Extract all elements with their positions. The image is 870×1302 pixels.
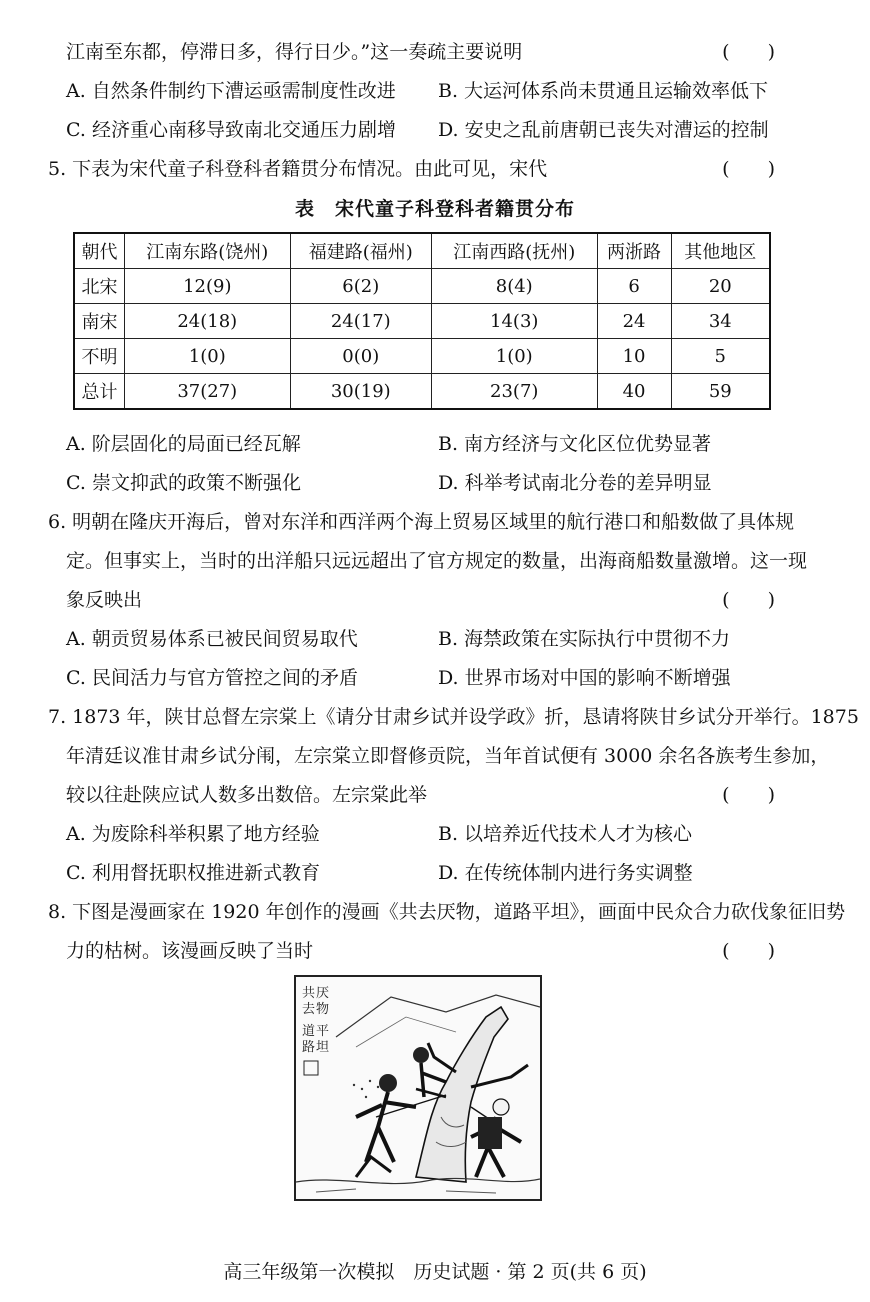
table-cell: 北宋 bbox=[74, 269, 124, 304]
q5-stem: 5. 下表为宋代童子科登科者籍贯分布情况。由此可见，宋代 bbox=[48, 158, 548, 180]
q6-answer-paren[interactable]: ( ) bbox=[722, 589, 775, 611]
table-cell: 1(0) bbox=[431, 339, 597, 374]
q5-option-b[interactable]: B. 南方经济与文化区位优势显著 bbox=[438, 433, 712, 455]
table-header-cell: 两浙路 bbox=[597, 233, 671, 269]
cartoon-image bbox=[294, 975, 542, 1201]
svg-text:物: 物 bbox=[316, 1002, 330, 1017]
svg-text:厌: 厌 bbox=[316, 986, 330, 1001]
q8-stem-line-2: 力的枯树。该漫画反映了当时 bbox=[66, 940, 314, 962]
q7-option-d[interactable]: D. 在传统体制内进行务实调整 bbox=[438, 862, 693, 884]
q4-stem-tail: 江南至东都，停滞日多，得行日少。”这一奏疏主要说明 bbox=[66, 41, 523, 63]
table-cell: 24 bbox=[597, 304, 671, 339]
q4-option-c[interactable]: C. 经济重心南移导致南北交通压力剧增 bbox=[66, 119, 396, 141]
table-row bbox=[74, 304, 770, 339]
q7-option-b[interactable]: B. 以培养近代技术人才为核心 bbox=[438, 823, 693, 845]
table-cell: 37(27) bbox=[124, 374, 290, 410]
table-cell: 14(3) bbox=[431, 304, 597, 339]
svg-text:共: 共 bbox=[302, 986, 316, 1001]
table-cell: 5 bbox=[671, 339, 770, 374]
table-cell: 总计 bbox=[74, 374, 124, 410]
table-cell: 59 bbox=[671, 374, 770, 410]
q7-stem-line-1: 7. 1873 年，陕甘总督左宗棠上《请分甘肃乡试并设学政》折，恳请将陕甘乡试分开举行。1875 bbox=[48, 706, 859, 728]
table-row bbox=[74, 269, 770, 304]
q6-option-c[interactable]: C. 民间活力与官方管控之间的矛盾 bbox=[66, 667, 358, 689]
q6-stem-line-1: 6. 明朝在隆庆开海后，曾对东洋和西洋两个海上贸易区域里的航行港口和船数做了具体规 bbox=[48, 511, 795, 533]
table-cell: 6 bbox=[597, 269, 671, 304]
q6-stem-line-3: 象反映出 bbox=[66, 589, 143, 611]
table-cell: 12(9) bbox=[124, 269, 290, 304]
table-row bbox=[74, 339, 770, 374]
table-cell: 1(0) bbox=[124, 339, 290, 374]
table-cell: 0(0) bbox=[290, 339, 431, 374]
svg-text:去: 去 bbox=[302, 1002, 316, 1017]
q4-option-a[interactable]: A. 自然条件制约下漕运亟需制度性改进 bbox=[66, 80, 396, 102]
table-cell: 8(4) bbox=[431, 269, 597, 304]
q4-option-b[interactable]: B. 大运河体系尚未贯通且运输效率低下 bbox=[438, 80, 769, 102]
table-cell: 34 bbox=[671, 304, 770, 339]
svg-text:路: 路 bbox=[302, 1040, 316, 1055]
q7-stem-line-2: 年清廷议准甘肃乡试分闱，左宗棠立即督修贡院，当年首试便有 3000 余名各族考生参加， bbox=[66, 745, 830, 767]
q5-option-a[interactable]: A. 阶层固化的局面已经瓦解 bbox=[66, 433, 301, 455]
table-cell: 南宋 bbox=[74, 304, 124, 339]
svg-text:平: 平 bbox=[316, 1024, 330, 1039]
table-cell: 30(19) bbox=[290, 374, 431, 410]
q4-answer-paren[interactable]: ( ) bbox=[722, 41, 775, 63]
q6-option-d[interactable]: D. 世界市场对中国的影响不断增强 bbox=[438, 667, 731, 689]
q4-option-d[interactable]: D. 安史之乱前唐朝已丧失对漕运的控制 bbox=[438, 119, 769, 141]
table-header-cell: 江南西路(抚州) bbox=[431, 233, 597, 269]
svg-text:道: 道 bbox=[302, 1024, 316, 1039]
table-cell: 10 bbox=[597, 339, 671, 374]
q5-data-table bbox=[73, 232, 771, 410]
q6-stem-line-2: 定。但事实上，当时的出洋船只远远超出了官方规定的数量，出海商船数量激增。这一现 bbox=[66, 550, 808, 572]
q5-table-title: 表 宋代童子科登科者籍贯分布 bbox=[294, 198, 575, 220]
q5-option-d[interactable]: D. 科举考试南北分卷的差异明显 bbox=[438, 472, 712, 494]
q7-answer-paren[interactable]: ( ) bbox=[722, 784, 775, 806]
table-header-row bbox=[74, 233, 770, 269]
table-cell: 24(18) bbox=[124, 304, 290, 339]
q7-option-a[interactable]: A. 为废除科举积累了地方经验 bbox=[66, 823, 320, 845]
q7-stem-line-3: 较以往赴陕应试人数多出数倍。左宗棠此举 bbox=[66, 784, 428, 806]
q5-answer-paren[interactable]: ( ) bbox=[722, 158, 775, 180]
q7-option-c[interactable]: C. 利用督抚职权推进新式教育 bbox=[66, 862, 320, 884]
table-header-cell: 福建路(福州) bbox=[290, 233, 431, 269]
cartoon-drawing bbox=[296, 977, 540, 1199]
q8-answer-paren[interactable]: ( ) bbox=[722, 940, 775, 962]
table-cell: 20 bbox=[671, 269, 770, 304]
table-cell: 24(17) bbox=[290, 304, 431, 339]
table-row bbox=[74, 374, 770, 410]
table-cell: 6(2) bbox=[290, 269, 431, 304]
page-footer: 高三年级第一次模拟 历史试题 · 第 2 页(共 6 页) bbox=[223, 1261, 647, 1283]
table-cell: 23(7) bbox=[431, 374, 597, 410]
table-header-cell: 朝代 bbox=[74, 233, 124, 269]
q5-option-c[interactable]: C. 崇文抑武的政策不断强化 bbox=[66, 472, 301, 494]
cartoon-caption-lettering bbox=[302, 985, 329, 1055]
table-header-cell: 江南东路(饶州) bbox=[124, 233, 290, 269]
table-cell: 不明 bbox=[74, 339, 124, 374]
table-cell: 40 bbox=[597, 374, 671, 410]
q6-option-b[interactable]: B. 海禁政策在实际执行中贯彻不力 bbox=[438, 628, 731, 650]
svg-text:坦: 坦 bbox=[316, 1040, 330, 1055]
q6-option-a[interactable]: A. 朝贡贸易体系已被民间贸易取代 bbox=[66, 628, 358, 650]
q8-stem-line-1: 8. 下图是漫画家在 1920 年创作的漫画《共去厌物，道路平坦》，画面中民众合力砍伐象征旧势 bbox=[48, 901, 846, 923]
table-header-cell: 其他地区 bbox=[671, 233, 770, 269]
